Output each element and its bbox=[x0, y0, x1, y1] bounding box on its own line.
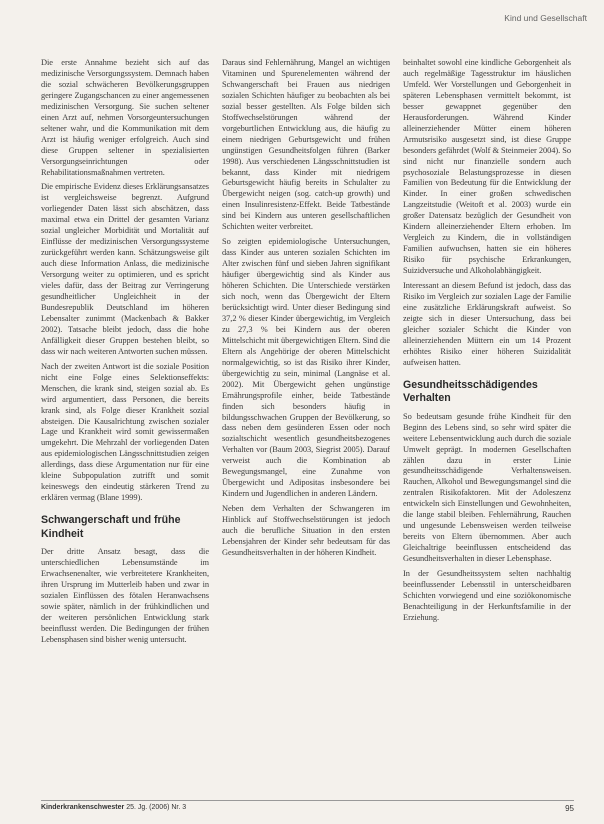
body-paragraph: So bedeutsam gesunde frühe Kindheit für den Beginn des Lebens sind, so sehr wird später die weitere Lebensentwicklung auch durch die soziale Umwelt geprägt. In modernen Gesellschaften zählen dazu in erster Linie gesundheitsschädigende Verhaltensweisen. Rauchen, Alkohol und Bewegungsmangel sind die zentralen Risikofaktoren. Mit der Adoleszenz entwickeln sich Einstellungen und Gewohnheiten, die lange stabil bleiben. Fehlernährung, Rauchen und ungesunde Lebensweisen werden teilweise bereits von Eltern übernommen. Aber auch Gleichaltrige beeinflussen entscheidend das Gesundheitsverhalten in dieser Lebensphase. bbox=[403, 411, 571, 564]
page-footer bbox=[41, 800, 574, 813]
running-head: Kind und Gesellschaft bbox=[504, 13, 587, 23]
section-heading: Schwangerschaft und frühe Kindheit bbox=[41, 514, 181, 540]
journal-name: Kinderkrankenschwester bbox=[41, 804, 125, 811]
body-paragraph: Der dritte Ansatz besagt, dass die unterschiedlichen Lebensumstände im Erwachsenenalter, wie verbreitetere Krankheiten, ihren Ursprung im Mutterleib haben und zwar in sozialen Einflüssen des fötalen Heranwachsens sowie später, nämlich in der frühkindlichen und der weiteren persönlichen Entwicklung stark beeinflusst werden. Die Bedingungen der frühen Lebensphasen sind bisher wenig untersucht. bbox=[41, 547, 209, 644]
body-paragraph: beinhaltet sowohl eine kindliche Geborgenheit als auch regelmäßige Tagesstruktur im häuslichen Umfeld. Wer Vorstellungen und Geborgenheit in späteren Lebensphasen vermittelt bekommt, ist besser gewappnet gegenüber den Herausforderungen. Während Kinder alleinerziehender Mütter einem höheren Armutsrisiko ausgesetzt sind, ist diese Gruppe besonders gefährdet (Wolf & Steinmeier 2004). So sind nicht nur finanzielle sondern auch psychosoziale Belastungsprozesse in diesen Familien von Bedeutung für die Entwicklung der Kinder. In einer großen schwedischen Langzeitstudie (Weitoft et al. 2003) wurde ein großer Datensatz bezüglich der Gesundheit von Kindern alleinerziehender Eltern erhoben. Im Vergleich zu Kindern, die in vollständigen Familien aufwuchsen, hatten sie ein höheres Risiko für psychische Erkrankungen, Suizidversuche und Alkoholabhängigkeit. bbox=[403, 58, 571, 276]
journal-citation bbox=[41, 804, 186, 811]
column-middle bbox=[222, 58, 390, 793]
body-paragraph: Neben dem Verhalten der Schwangeren im Hinblick auf Stoffwechselstörungen ist jedoch auch die berufliche Situation in den ersten Lebensjahren der Kinder sehr bedeutsam für das Gesundheitsverhalten in der höheren Kindheit. bbox=[222, 504, 390, 557]
column-left bbox=[41, 58, 209, 793]
text-columns bbox=[41, 58, 571, 793]
body-paragraph: Die empirische Evidenz dieses Erklärungsansatzes ist vergleichsweise begrenzt. Aufgrund vorliegender Daten lässt sich abschätzen, dass maximal etwa ein Drittel der gesamten Varianz sozial ungleicher Morbidität und Mortalität auf Einflüsse der medizinischen Versorgungssysteme zurückgeführt werden kann. Schätzungsweise gilt auch diese Information Anlass, die medizinische Versorgung weiter zu optimieren, und es spricht vieles dafür, dass der Beitrag zur Verringerung gesundheitlicher Ungleichheit in der Bundesrepublik Deutschland im höheren Lebensalter zunimmt (Mackenbach & Bakker 2002). Tatsache bleibt jedoch, dass die hohe Anfälligkeit dieser Gruppen bestehen bleibt, so dass wir nach weiteren Antworten suchen müssen. bbox=[41, 182, 209, 356]
body-paragraph: Die erste Annahme bezieht sich auf das medizinische Versorgungssystem. Demnach haben die sozial schwächeren Bevölkerungsgruppen geringere Zugangschancen zu einer angemessenen medizinischen Versorgung. Sie suchen seltener einen Arzt auf, nehmen Vorsorgeuntersuchungen seltener wahr, und die Kommunikation mit dem Arzt ist häufig weniger erfolgreich. Auch sind diese Gruppen seltener in spezialisierten Versorgungseinrichtungen oder Rehabilitationsmaßnahmen vertreten. bbox=[41, 58, 209, 177]
body-paragraph: Daraus sind Fehlernährung, Mangel an wichtigen Vitaminen und Spurenelementen während der Schwangerschaft bei Frauen aus niedrigen sozialen Schichten häufiger zu beobachten als bei sozial besser gestellten. Als Folge bilden sich Stoffwechselstörungen während der vorgeburtlichen Entwicklung aus, die häufig zu einem niedrigen Geburtsgewicht und frühen ungünstigen Gesundheitsfolgen führen (Barker 1998). Aus verschiedenen Längsschnittstudien ist bekannt, dass Kinder mit niedrigem Geburtsgewicht häufig bereits in Schulalter zu Übergewicht neigen (sog. catch-up growth) und einen Insulinresistenz-Effekt. Beide Tatbestände sind bei Kindern aus unteren gesellschaftlichen Schichten weiter verbreitet. bbox=[222, 58, 390, 232]
journal-issue: 25. Jg. (2006) Nr. 3 bbox=[126, 804, 187, 811]
body-paragraph: Interessant an diesem Befund ist jedoch, dass das Risiko im Vergleich zur sozialen Lage der Familie eine zusätzliche Erklärungskraft aufweist. So zeigte sich in dieser Untersuchung, dass bei gleicher sozialer Schicht die Kinder von alleinerziehenden Müttern ein um 14 Prozent erhöhtes Risiko einer höheren Suizidalität aufweisen hatten. bbox=[403, 281, 571, 367]
section-heading: Gesundheitsschädigendes Verhalten bbox=[403, 378, 538, 405]
page-number: 95 bbox=[565, 804, 574, 813]
body-paragraph: Nach der zweiten Antwort ist die soziale Position nicht eine Folge eines Selektionseffekts: Menschen, die krank sind, steigen sozial ab. Es wird argumentiert, dass Personen, die bereits krank sind, als Folge dieser Krankheit sozial absteigen. Die Kausalrichtung zwischen sozialer Lage und Krankheit wird somit gewissermaßen umgekehrt. Die Mehrzahl der vorliegenden Daten aus epidemiologischen Längsschnittstudien zeigen allerdings, dass diese Argumentation nur für eine kleine Subpopulation zutrifft und somit keineswegs den eindeutig stärkeren Trend zu erklären vermag (Blane 1999). bbox=[41, 361, 209, 503]
body-paragraph: In der Gesundheitssystem selten nachhaltig beeinflussender Lebensstil in unterscheidbaren Schichten vorwiegend und eine soziökonomische Benachteiligung in der Herkunftsfamilie in der Erziehung. bbox=[403, 569, 571, 622]
body-paragraph: So zeigten epidemiologische Untersuchungen, dass Kinder aus unteren sozialen Schichten im Alter zwischen fünf und sieben Jahren signifikant häufiger übergewichtig sind als Kinder aus höheren Schichten. Die Unterschiede verstärken sich noch, wenn das Übergewicht der Eltern berücksichtigt wird. Unter dieser Bedingung sind 37,2 % dieser Kinder übergewichtig, im Vergleich zu 27,3 % bei Kindern aus der oberen Mittelschicht mit übergewichtigen Eltern. Sind die Eltern als Angehörige der oberen Mittelschicht normalgewichtig, so ist das Risiko ihrer Kinder, übergewichtig zu sein, minimal (Langnäse et al. 2002). Mit Übergewicht gehen ungünstige Ernährungsprofile einher, beide Tatbestände finden sich besonders häufig in bildungsschwachen Gruppen der Bevölkerung, so dass neben dem gesünderen Essen oder noch sozialtschicht wesentlich gesundheitsbezogenes Verhalten vor (Baum 2003, Siegrist 2005). Darauf verweist auch die Kombination ab Bewegungsmangel, eine Zunahme von Übergewicht und Adipositas insbesondere bei Kindern und Jugendlichen in anderen Ländern. bbox=[222, 237, 390, 499]
column-right bbox=[403, 58, 571, 793]
